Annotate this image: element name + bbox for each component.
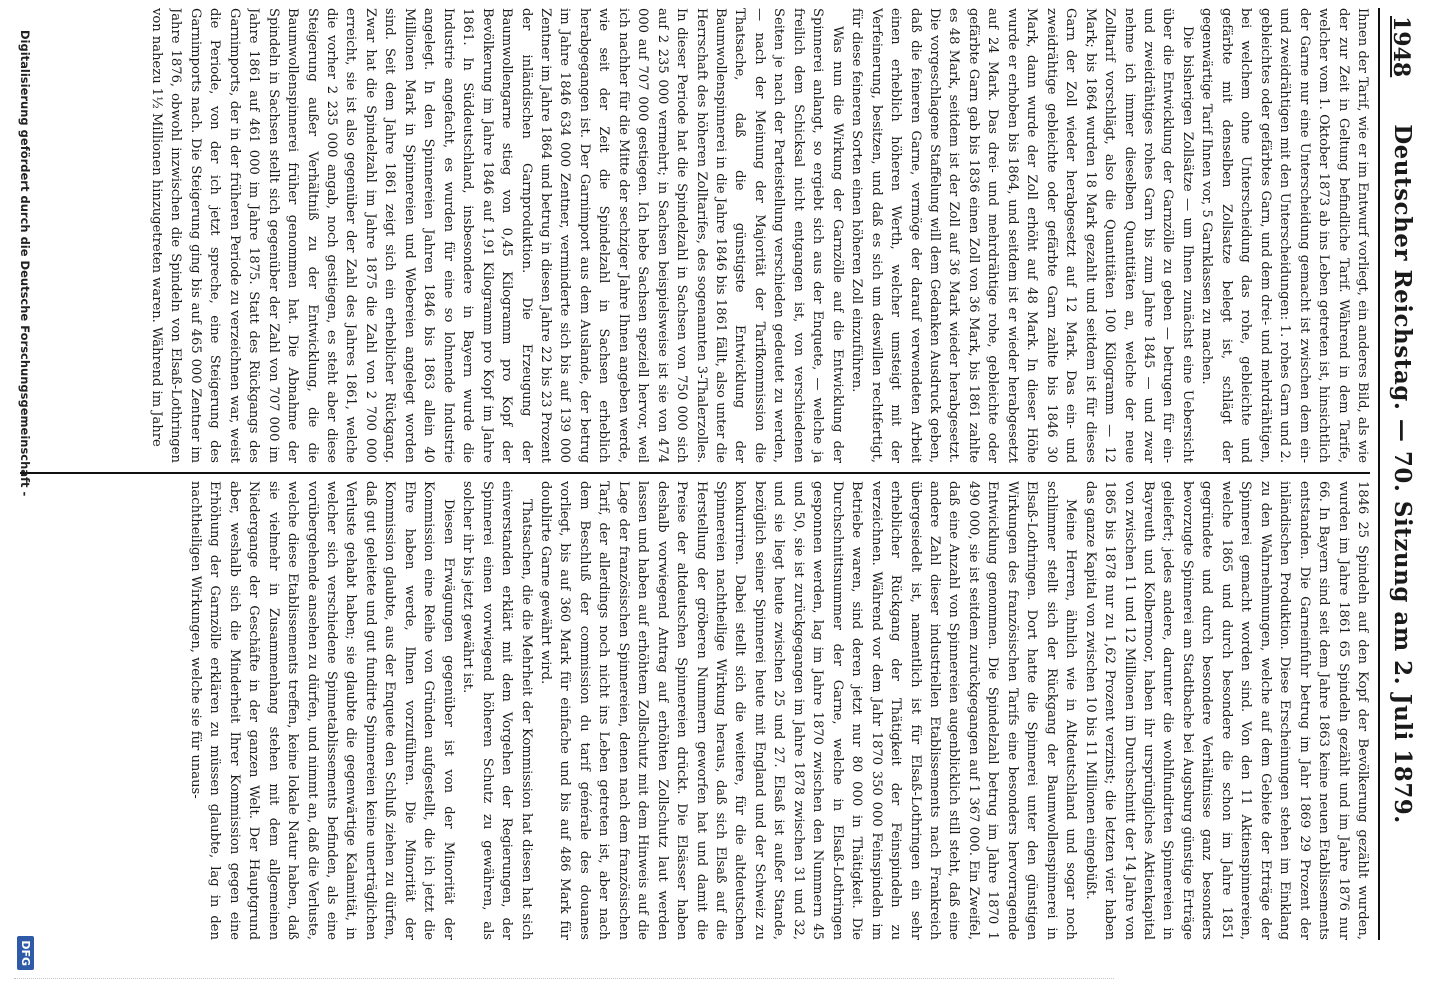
text-columns bbox=[20, 8, 1372, 940]
paragraph: Thatsachen, die die Mehrheit der Kommission hat diesen hat sich einverstanden erklärt mit dem Vorgehen der Regierungen, der Spinnerei einen vorwiegend höheren Schutz zu gewähren, als solcher ihr bis jetzt gewährt ist. bbox=[460, 481, 534, 940]
dfg-logo: DFG bbox=[17, 936, 34, 970]
paragraph: Ihnen der Tarif, wie er im Entwurf vorliegt, ein anderes Bild, als wie der zur Zeit in Geltung befindliche Tarif. Während in dem Tarife, welcher vom 1. Oktober 1873 ab ins Leben getreten ist, hinsichtlich der Garne nur eine Unterscheidung gemacht ist zwischen dem ein- und zweidrähtigen mit den Unterscheidungen: 1. rohes Garn und 2. gebleichtes oder gefärbtes Garn, und dem drei- und mehrdrähtigen, bei welchem ohne Unterscheidung das rohe, gebleichte und gefärbte mit denselben Zollsatze belegt ist, schlägt der gegenwärtige Tarif Ihnen vor, 5 Garnklassen zu machen. bbox=[1199, 8, 1370, 463]
left-column bbox=[20, 8, 1372, 463]
paragraph: Was nun die Wirkung der Garnzölle auf die Entwicklung der Spinnerei anlangt, so ergiebt sich aus der Enquete, — welche ja freilich dem Schicksal nicht entgangen ist, von verschiedenen Seiten je nach der Parteistellung verschieden gedeutet zu werden, — nach der Meinung der Majorität der Tarifkommission die Thatsache, daß die günstigste Entwicklung der Baumwollenspinnerei in die Jahre 1846 bis 1861 fällt, also unter die Herrschaft des höheren Zolltarifes, des sogenannten 3-Thalerzolles. In dieser Periode hat die Spindelzahl in Sachsen von 750 000 sich auf 2 235 000 vermehrt; in Sachsen beispielsweise ist sie von 474 000 auf 707 000 gestiegen. Ich hebe Sachsen speziell hervor, weil ich nachher für die Mitte der sechziger Jahre Ihnen angeben werde, wie seit der Zeit die Spindelzahl in Sachsen erheblich herabgegangen ist. Der Garnimport aus dem Auslande, der betrug im Jahre 1846 634 000 Zentner, verminderte sich bis auf 139 000 Zentner im Jahre 1864 und betrug in diesen Jahre 22 bis 23 Prozent der inländischen Garnproduktion. Die Erzeugung der Baumwollengarne stieg von 0,45 Kilogramm pro Kopf der Bevölkerung im Jahre 1846 auf 1,91 Kilogramm pro Kopf im Jahre 1861. In Süddeutschland, insbesondere in Bayern wurde die Industrie angefacht, es wurden für eine so lohnende Industrie angelegt. In den Spinnereien Jahren 1846 bis 1863 allein 40 Millionen Mark in Spinnereien und Webereien angelegt worden sind. Seit dem Jahre 1861 zeigt sich ein erheblicher Rückgang. Zwar hat die Spindelzahl im Jahre 1875 die Zahl von 2 700 000 erreicht, sie ist also gegenüber der Zahl des Jahres 1861, welche die vorher 2 235 000 angab, noch gestiegen, es steht aber diese Steigerung außer Verhältniß zu der Entwicklung, die die Baumwollenspinnerei früher genommen hat. Die Abnahme der Spindeln in Sachsen stellt sich gegenüber der Zahl von 707 000 im Jahre 1861 auf 461 000 im Jahre 1875. Statt des Rückgangs des Garnimports, der in der früheren Periode zu verzeichnen war, weist die Periode, von der ich jetzt spreche, eine Steigerung des Garnimports nach. Die Steigerung ging bis auf 465 000 Zentner im Jahre 1876, obwohl inzwischen die Spindeln von Elsaß-Lothringen von nahezu 1½ Millionen hinzugetreten waren. Während im Jahre bbox=[148, 8, 845, 463]
paragraph: Meine Herren, ähnlich wie in Altdeutschland und sogar noch schlimmer stellt sich der Rückgang der Baumwollenspinnerei in Elsaß-Lothringen. Dort hatte die Spinnerei unter den günstigen Wirkungen des französischen Tarifs eine besonders hervorragende Entwicklung genommen. Die Spindelzahl betrug im Jahre 1870 1 490 000, sie ist seitdem zurückgegangen auf 1 367 000. Ein Zweifel, daß eine Anzahl von Spinnereien augenblicklich still steht, daß eine andere Zahl dieser industriellen Etablissements nach Frankreich übergesiedelt ist, namentlich ist für Elsaß-Lothringen ein sehr erheblicher Rückgang der Thätigkeit der Feinspindeln zu verzeichnen. Während vor dem Jahr 1870 350 000 Feinspindeln im Betriebe waren, sind deren jetzt nur 80 000 in Thätigkeit. Die Durchschnittsnummer der Garne, welche in Elsaß-Lothringen gesponnen werden, lag im Jahre 1870 zwischen den Nummern 45 und 50, sie ist zurückgegangen im Jahre 1878 zwischen 31 und 32, und sie liegt heute zwischen 25 und 27. Elsaß ist außer Stande, bezüglich seiner Spinnerei heute mit England und der Schweiz zu konkurriren. Dabei stellt sich die weitere, für die altdeutschen Spinnereien nachtheilige Wirkung heraus, daß sich Elsaß auf die Herstellung der gröberen Nummern geworfen hat und damit die Preise der altdeutschen Spinnereien drückt. Die Elsässer haben deshalb vorwiegend Antrag auf erhöhten Zollschutz laut werden lassen und haben auf erhöhtem Zollschutz mit dem Hinweis auf die Lage der französischen Spinnereien, denen nach dem französischen Tarif, der allerdings noch nicht ins Leben getreten ist, aber nach dem Beschluß der commission du tarif générale des douanes vorliegt, bis auf 360 Mark für einfache und bis auf 486 Mark für doublirte Garne gewährt wird. bbox=[537, 481, 1079, 940]
page-number: 1948 bbox=[1388, 16, 1414, 78]
column-divider bbox=[20, 472, 1370, 474]
digitization-credit bbox=[17, 30, 34, 970]
paragraph: Die bisherigen Zollsätze — um Ihnen zunächst eine Uebersicht über die Entwicklung der Garnzölle zu geben — betrugen für ein- und zweidrähtiges rohes Garn bis zum Jahre 1845 — und zwar nehme ich immer dieselben Quantitäten an, welche der neue Zolltarif vorschlägt, also die Quantitäten 100 Kilogramm — 12 Mark; bis 1864 wurden 18 Mark gezahlt und seitdem ist für dieses Garn der Zoll wieder herabgesetzt auf 12 Mark. Das ein- und zweidrähtige gebleichte oder gefärbte Garn zahlte bis 1846 30 Mark, dann wurde der Zoll erhöht auf 48 Mark. In dieser Höhe wurde er erhoben bis 1864, und seitdem ist er wieder herabgesetzt auf 24 Mark. Das drei- und mehrdrähtige rohe, gebleichte oder gefärbte Garn gab bis 1836 einen Zoll von 36 Mark, bis 1861 zahlte es 48 Mark, seitdem ist der Zoll auf 36 Mark wieder herabgesetzt. Die vorgeschlagene Staffelung will dem Gedanken Ausdruck geben, daß die feineren Garne, vermöge der darauf verwendeten Arbeit einen erheblich höheren Werth, welcher umsteigt mit der Verfeinerung, besitzen, und daß es sich um deswillen rechtfertigt, für diese feineren Sorten einen höheren Zoll einzuführen. bbox=[849, 8, 1195, 463]
page-header bbox=[1378, 8, 1420, 940]
right-column bbox=[20, 481, 1372, 940]
paragraph: Diesen Erwägungen gegenüber ist von der Minorität der Kommission eine Reihe von Gründen aufgestellt, die ich jetzt die Ehre haben werde, Ihnen vorzuführen. Die Minorität der Kommission glaubte, aus der Enquete den Schluß ziehen zu dürfen, daß gut geleitete und gut fundirte Spinnereien keine unerträglichen Verluste gehabt haben; sie glaubte die gegenwärtige Kalamität, in welcher sich verschiedene Spinnetablissements befinden, als eine vorübergehende ansehen zu dürfen, und nimmt an, daß die Verluste, welche diese Etablissements treffen, keine lokale Natur haben, daß sie vielmehr in Zusammenhang stehen mit dem allgemeinen Niedergange der Geschäfte in der ganzen Welt. Der Hauptgrund aber, weshalb sich die Minderheit Ihrer Kommission gegen eine Erhöhung der Garnzölle erklären zu müssen glaubte, lag in den nachtheiligen Wirkungen, welche sie für unaus- bbox=[187, 481, 456, 940]
scan-edge-noise bbox=[14, 978, 1114, 979]
credit-text: Digitalisierung gefördert durch die Deutsche Forschungsgemeinschaft - bbox=[18, 30, 33, 497]
paragraph: 1846 25 Spindeln auf den Kopf der Bevölkerung gezählt wurden, wurden im Jahre 1861 65 Spindeln gezählt und im Jahre 1876 nur 66. In Bayern sind seit dem Jahre 1863 keine neuen Etablissements entstanden. Die Garneinfuhr betrug im Jahr 1869 29 Prozent der inländischen Produktion. Diese Erscheinungen stehen im Einklang zu den Wahrnehmungen, welche auf dem Gebiete der Erträge der Spinnerei gemacht worden sind. Von den 11 Aktienspinnereien, welche 1865 und durch besondere die schon im Jahre 1851 gegründete und durch besondere Verhältnisse ganz besonders bevorzugte Spinnerei am Stadtbache bei Augsburg günstige Erträge geliefert; jedes andere, darunter die wohlfundirten Spinnereien in Bayreuth und Kolbermoor, haben ihr ursprüngliches Aktienkapital von zwischen 11 und 12 Millionen im Durchschnitt der 14 Jahre von 1865 bis 1878 nur zu 1,62 Prozent verzinst; die letzten vier haben das ganze Kapital von zwischen 10 bis 11 Millionen eingebüßt. bbox=[1082, 481, 1370, 940]
running-head: Deutscher Reichstag. — 70. Sitzung am 2. Juli 1879. bbox=[1389, 124, 1416, 824]
